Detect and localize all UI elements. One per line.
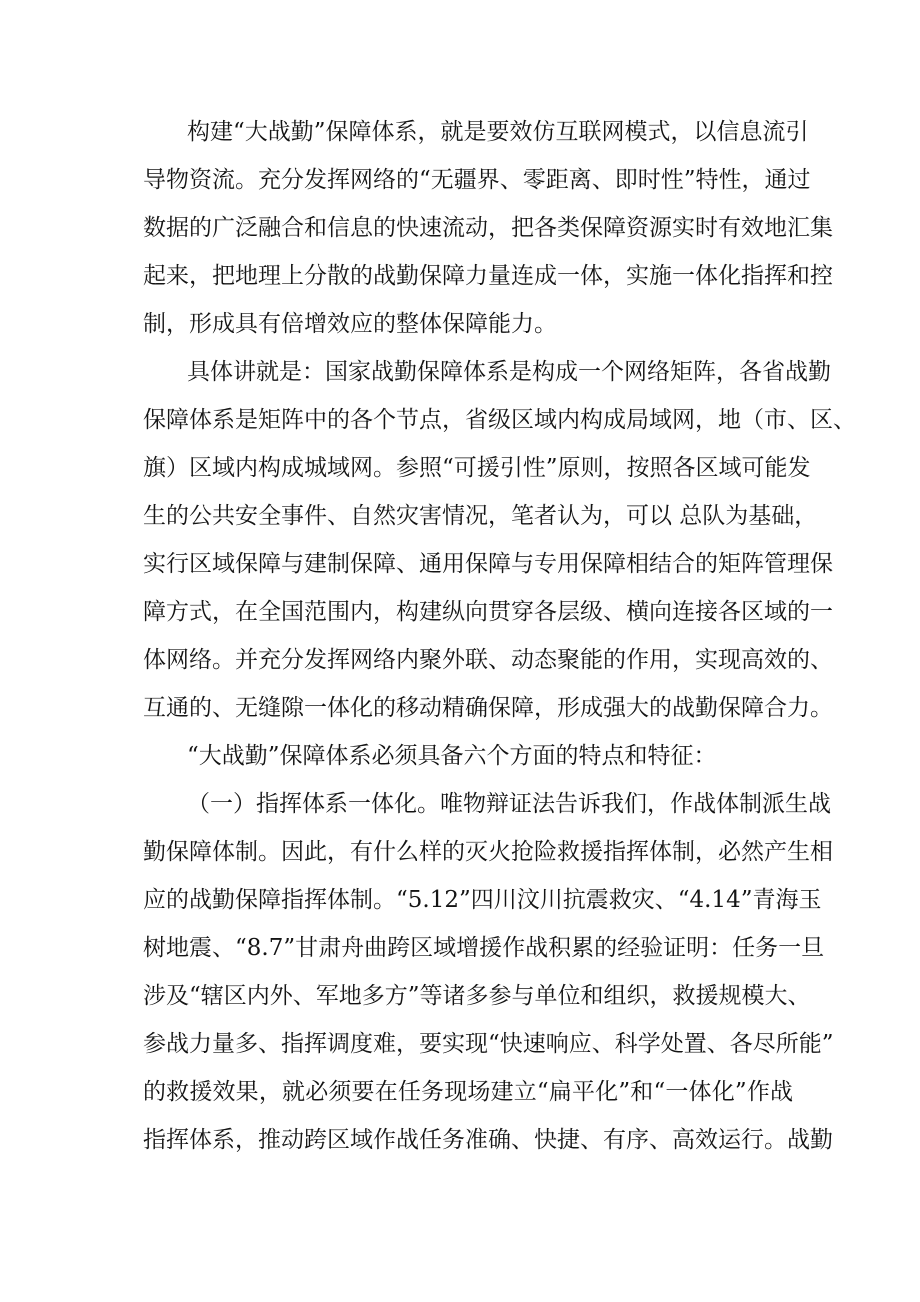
text-line: 体网络。并充分发挥网络内聚外联、动态聚能的作用，实现高效的、: [143, 647, 833, 673]
paragraph-2: [143, 348, 856, 732]
body-text: [143, 108, 856, 1164]
text-line: 涉及“辖区内外、军地多方”等诸多参与单位和组织，救援规模大、: [143, 983, 811, 1009]
text-line: 互通的、无缝隙一体化的移动精确保障，形成强大的战勤保障合力。: [143, 695, 833, 721]
paragraph-3: [143, 732, 793, 780]
text-line: 构建“大战勤”保障体系，就是要效仿互联网模式，以信息流引: [187, 119, 809, 145]
paragraph-1: [143, 108, 833, 348]
text-line: 应的战勤保障指挥体制。“5.12”四川汶川抗震救灾、“4.14”青海玉: [143, 887, 822, 913]
paragraph-4: [143, 780, 834, 1164]
text-line: “大战勤”保障体系必须具备六个方面的特点和特征：: [187, 743, 717, 769]
text-line: 起来，把地理上分散的战勤保障力量连成一体，实施一体化指挥和控: [143, 263, 833, 289]
text-line: 制，形成具有倍增效应的整体保障能力。: [143, 311, 557, 337]
text-line: 参战力量多、指挥调度难，要实现“快速响应、科学处置、各尽所能”: [143, 1031, 834, 1057]
text-line: 旗）区域内构成城域网。参照“可援引性”原则，按照各区域可能发: [143, 455, 811, 481]
text-line: 指挥体系，推动跨区域作战任务准确、快捷、有序、高效运行。战勤: [143, 1127, 833, 1153]
text-line: 障方式，在全国范围内，构建纵向贯穿各层级、横向连接各区域的一: [143, 599, 833, 625]
text-line: 数据的广泛融合和信息的快速流动，把各类保障资源实时有效地汇集: [143, 215, 833, 241]
text-line: 具体讲就是：国家战勤保障体系是构成一个网络矩阵，各省战勤: [187, 359, 831, 385]
text-line: 勤保障体制。因此，有什么样的灭火抢险救援指挥体制，必然产生相: [143, 839, 833, 865]
text-line: （一）指挥体系一体化。唯物辩证法告诉我们，作战体制派生战: [187, 791, 831, 817]
text-line: 的救援效果，就必须要在任务现场建立“扁平化”和“一体化”作战: [143, 1079, 793, 1105]
text-line: 导物资流。充分发挥网络的“无疆界、零距离、即时性”特性，通过: [143, 167, 811, 193]
text-line: 实行区域保障与建制保障、通用保障与专用保障相结合的矩阵管理保: [143, 551, 833, 577]
text-line: 生的公共安全事件、自然灾害情况，笔者认为，可以 总队为基础，: [143, 503, 818, 529]
text-line: 树地震、“8.7”甘肃舟曲跨区域增援作战积累的经验证明：任务一旦: [143, 935, 825, 961]
text-line: 保障体系是矩阵中的各个节点，省级区域内构成局域网，地（市、区、: [143, 407, 856, 433]
